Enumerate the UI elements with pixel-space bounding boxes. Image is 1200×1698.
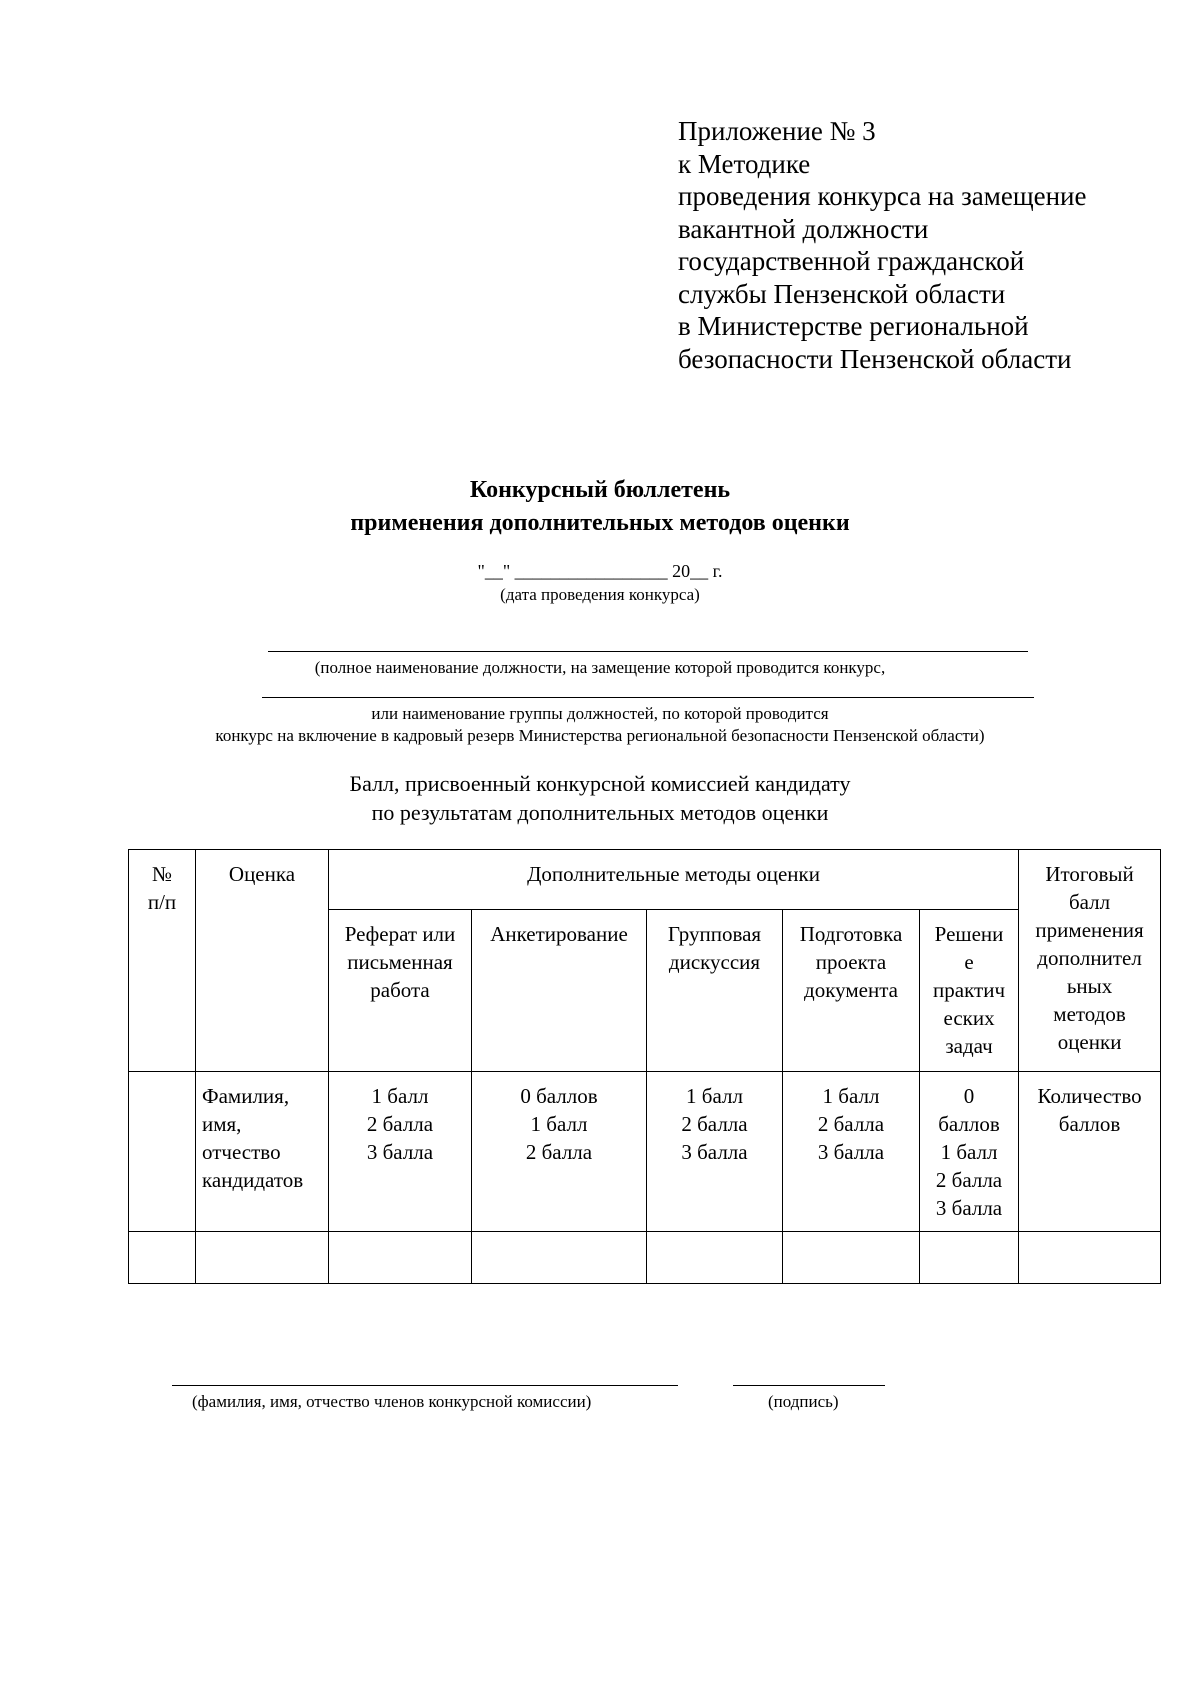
cell-scores-draft-document: 1 балл 2 балла 3 балла — [783, 1072, 920, 1232]
table-header-row — [129, 850, 1161, 910]
table-row — [129, 1232, 1161, 1284]
empty-cell[interactable] — [129, 1232, 196, 1284]
empty-cell[interactable] — [783, 1232, 920, 1284]
title-line-2: применения дополнительных методов оценки — [350, 510, 850, 536]
cell-scores-practical-tasks: 0 баллов 1 балл 2 балла 3 балла — [920, 1072, 1019, 1232]
cell-scores-questionnaire: 0 баллов 1 балл 2 балла — [472, 1072, 647, 1232]
empty-cell[interactable] — [196, 1232, 329, 1284]
empty-cell[interactable] — [647, 1232, 783, 1284]
header-total-score: Итоговый балл применения дополнител ьных методов оценки — [1019, 850, 1161, 1072]
header-evaluation: Оценка — [196, 850, 329, 1072]
appendix-line: в Министерстве региональной — [678, 311, 1029, 341]
score-heading-line-2: по результатам дополнительных методов оценки — [371, 800, 829, 825]
date-field: "__" _________________ 20__ г. — [477, 561, 723, 581]
header-method-practical-tasks: Решени е практич еских задач — [920, 910, 1019, 1072]
empty-cell[interactable] — [472, 1232, 647, 1284]
cell-scores-group-discussion: 1 балл 2 балла 3 балла — [647, 1072, 783, 1232]
position-caption-1: (полное наименование должности, на замещение которой проводится конкурс, — [314, 658, 886, 677]
header-number: № п/п — [129, 850, 196, 1072]
table-row — [129, 1072, 1161, 1232]
score-heading-line-1: Балл, присвоенный конкурсной комиссией кандидату — [349, 771, 851, 796]
cell-number — [129, 1072, 196, 1232]
appendix-line: к Методике — [678, 148, 811, 179]
appendix-line: Приложение № 3 — [678, 116, 876, 146]
commission-names-caption: (фамилия, имя, отчество членов конкурсной комиссии) — [192, 1392, 592, 1411]
score-heading — [0, 769, 1200, 827]
empty-cell[interactable] — [1019, 1232, 1161, 1284]
cell-scores-essay: 1 балл 2 балла 3 балла — [329, 1072, 472, 1232]
header-method-group-discussion: Групповая дискуссия — [647, 910, 783, 1072]
position-rule-1 — [268, 651, 1028, 652]
cell-candidate-label: Фамилия, имя, отчество кандидатов — [196, 1072, 329, 1232]
appendix-line: проведения конкурса на замещение — [678, 181, 1087, 211]
document-title — [0, 474, 1200, 540]
header-additional-methods: Дополнительные методы оценки — [329, 850, 1019, 910]
empty-cell[interactable] — [329, 1232, 472, 1284]
header-method-essay: Реферат или письменная работа — [329, 910, 472, 1072]
appendix-line: службы Пензенской области — [678, 278, 1006, 309]
ballot-table — [128, 849, 1161, 1284]
header-method-draft-document: Подготовка проекта документа — [783, 910, 920, 1072]
signature-caption: (подпись) — [768, 1392, 839, 1411]
appendix-reference — [678, 115, 1158, 375]
appendix-line: вакантной должности — [678, 213, 929, 244]
position-caption-2: или наименование группы должностей, по которой проводится — [371, 704, 829, 723]
position-caption-3: конкурс на включение в кадровый резерв Министерства региональной безопасности Пензенской области) — [215, 726, 985, 745]
empty-cell[interactable] — [920, 1232, 1019, 1284]
cell-total-score: Количество баллов — [1019, 1072, 1161, 1232]
appendix-line: государственной гражданской — [678, 246, 1025, 276]
position-rule-2 — [262, 697, 1034, 698]
appendix-line: безопасности Пензенской области — [678, 343, 1072, 374]
name-signature-rule — [172, 1385, 678, 1386]
title-line-1: Конкурсный бюллетень — [469, 477, 731, 503]
header-method-questionnaire: Анкетирование — [472, 910, 647, 1072]
signature-rule — [733, 1385, 885, 1386]
date-caption: (дата проведения конкурса) — [500, 585, 700, 604]
